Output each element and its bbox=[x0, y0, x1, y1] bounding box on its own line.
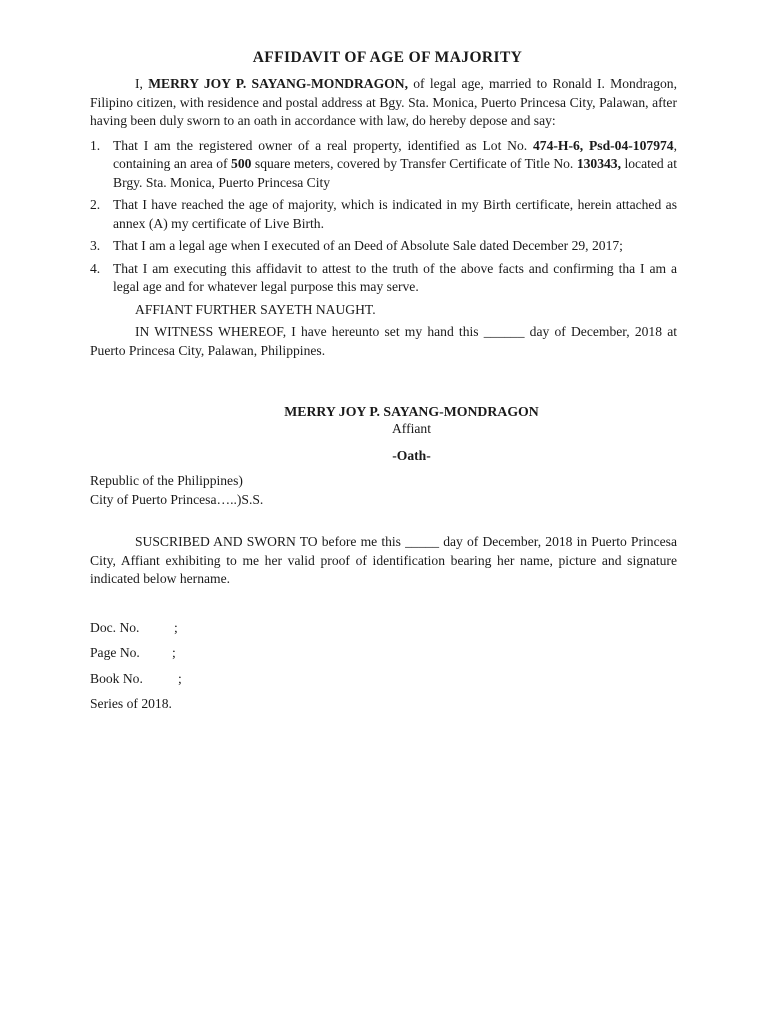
tct-number: 130343, bbox=[576, 156, 621, 171]
list-item bbox=[90, 237, 677, 256]
item-text: , containing an area of bbox=[113, 137, 677, 171]
item-number: 2. bbox=[90, 197, 101, 212]
book-no-line bbox=[90, 670, 677, 696]
page-no-line bbox=[90, 644, 677, 670]
intro-prefix: I, bbox=[135, 76, 149, 91]
page-no-semicolon: ; bbox=[172, 645, 176, 660]
book-no-semicolon: ; bbox=[178, 670, 182, 686]
affidavit-document bbox=[90, 49, 677, 721]
area-value: 500 bbox=[231, 156, 252, 171]
jurat-paragraph: SUSCRIBED AND SWORN TO before me this _____ day of December, 2018 in Puerto Princesa City, Affiant exhibiting to me her valid proof of identification bearing her name, picture and signature indicated below hername. bbox=[90, 534, 677, 586]
affiant-name-inline: MERRY JOY P. SAYANG-MONDRAGON, bbox=[148, 76, 408, 91]
item-number: 4. bbox=[90, 260, 101, 276]
list-item bbox=[90, 196, 677, 233]
affiant-role: Affiant bbox=[391, 421, 431, 436]
intro-rest: of legal age, married to Ronald I. Mondragon, Filipino citizen, with residence and postal address at Bgy. Sta. Monica, Puerto Princesa City, Palawan, after having been duly sworn to an oath in accordance with law, do hereby depose and say: bbox=[90, 76, 677, 128]
series-line bbox=[90, 695, 677, 721]
item-text: That I am executing this affidavit to attest to the truth of the above facts and confirming tha I am a legal age and for whatever legal purpose this may serve. bbox=[113, 260, 677, 294]
notarial-register bbox=[90, 619, 677, 721]
venue-block bbox=[90, 472, 677, 509]
book-no-label: Book No. bbox=[90, 670, 143, 686]
doc-no-line bbox=[90, 619, 677, 645]
item-text: square meters, covered by Transfer Certificate of Title No. bbox=[251, 156, 577, 171]
statement-list bbox=[90, 137, 677, 297]
list-item bbox=[90, 260, 677, 297]
item-text: That I have reached the age of majority, which is indicated in my Birth certificate, herein attached as annex (A) my certificate of Live Birth. bbox=[113, 197, 677, 231]
lot-separator: , bbox=[579, 137, 589, 153]
item-text: located at Brgy. Sta. Monica, Puerto Princesa City bbox=[113, 156, 677, 190]
page-no-label: Page No. bbox=[90, 645, 140, 660]
affiant-signature-name: MERRY JOY P. SAYANG-MONDRAGON bbox=[284, 404, 539, 419]
closing-statement: AFFIANT FURTHER SAYETH NAUGHT. bbox=[135, 301, 376, 317]
document-title: AFFIDAVIT OF AGE OF MAJORITY bbox=[252, 49, 523, 66]
psd-number: Psd-04-107974 bbox=[589, 137, 674, 153]
oath-heading: -Oath- bbox=[392, 448, 431, 463]
item-number: 1. bbox=[90, 137, 101, 153]
doc-no-label: Doc. No. bbox=[90, 619, 140, 635]
item-text: That I am the registered owner of a real property, identified as Lot No. bbox=[113, 137, 533, 153]
venue-city: City of Puerto Princesa…..)S.S. bbox=[90, 491, 264, 507]
venue-country: Republic of the Philippines) bbox=[90, 473, 243, 488]
doc-no-semicolon: ; bbox=[174, 619, 178, 635]
lot-number: 474-H-6 bbox=[532, 137, 580, 153]
intro-paragraph bbox=[90, 75, 677, 131]
list-item bbox=[90, 137, 677, 193]
witness-paragraph: IN WITNESS WHEREOF, I have hereunto set my hand this ______ day of December, 2018 at Puerto Princesa City, Palawan, Philippines. bbox=[90, 324, 677, 358]
item-text: That I am a legal age when I executed of an Deed of Absolute Sale dated December 29, 2017; bbox=[113, 238, 623, 253]
series-label: Series of 2018. bbox=[90, 696, 172, 711]
item-number: 3. bbox=[90, 238, 101, 253]
